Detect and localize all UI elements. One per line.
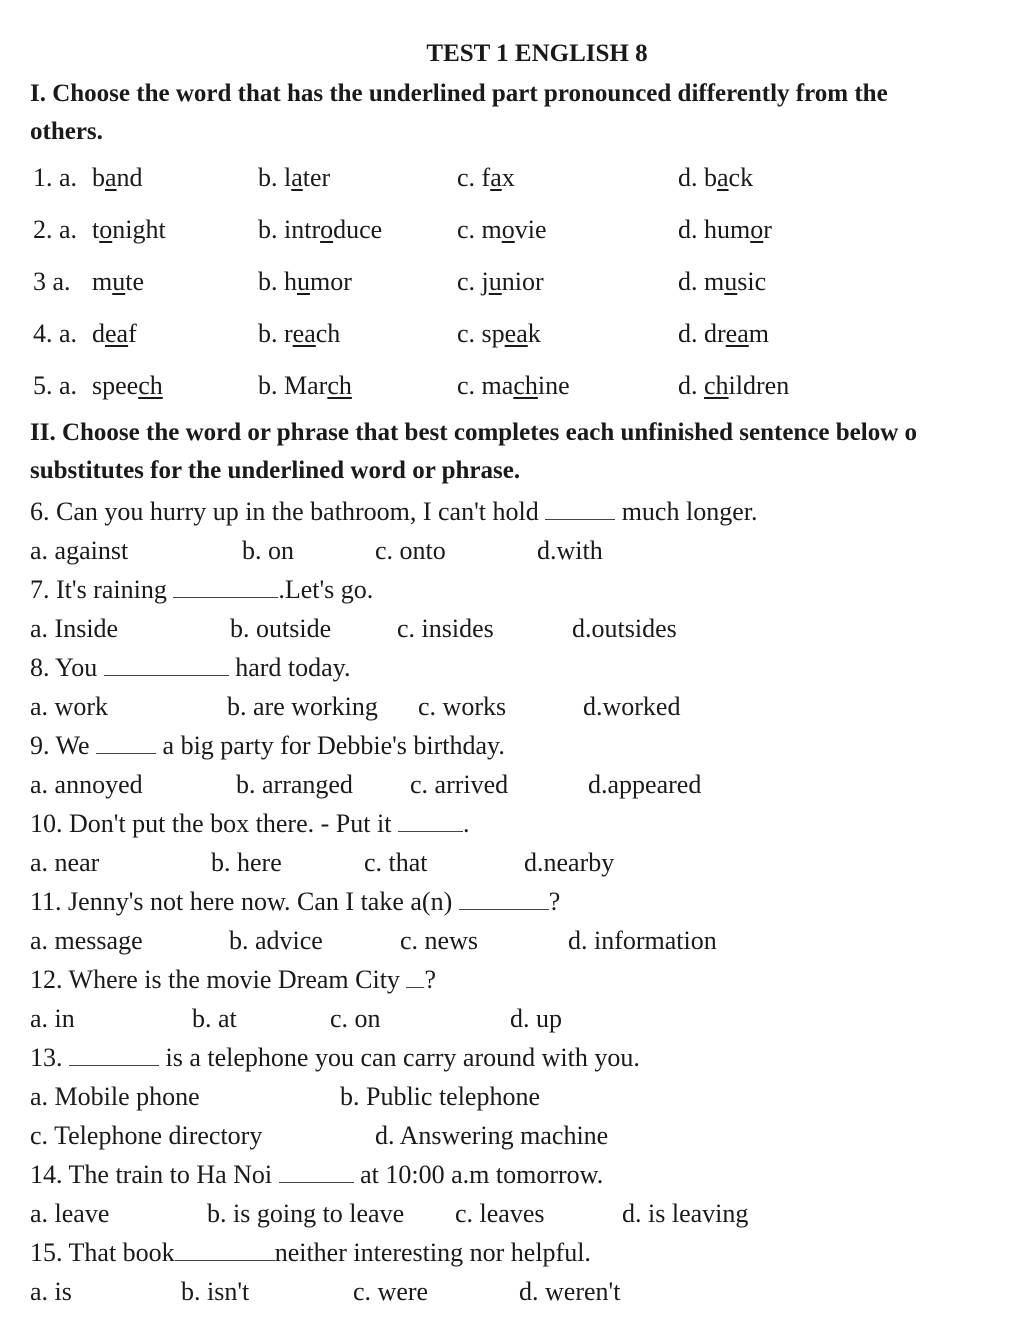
question-number: 4. a. <box>33 319 78 348</box>
word-part: duce <box>333 215 383 244</box>
answer-option: c. insides <box>397 614 494 643</box>
word-part: d. dr <box>678 319 726 348</box>
word-part: d. <box>678 371 704 400</box>
word-part: nd <box>116 163 143 192</box>
answer-option: c. onto <box>375 536 446 565</box>
option-d <box>678 319 769 349</box>
word-part: d. b <box>678 163 717 192</box>
question-stem <box>30 809 469 839</box>
underlined-part: a <box>105 163 117 192</box>
question-text: much longer. <box>615 497 758 526</box>
word-part: f <box>128 319 137 348</box>
question-text: .Let's go. <box>278 575 374 604</box>
answer-option: a. Inside <box>30 614 119 643</box>
answer-option: c. were <box>353 1277 429 1306</box>
answer-blank <box>398 830 463 832</box>
underlined-part: u <box>488 267 502 296</box>
word-part: nior <box>501 267 544 296</box>
word-part: d <box>92 319 105 348</box>
answer-option: d. weren't <box>519 1277 621 1306</box>
answer-option: d.outsides <box>572 614 677 643</box>
answer-blank <box>175 1259 275 1261</box>
question-text: neither interesting nor helpful. <box>274 1238 591 1267</box>
answer-option: c. leaves <box>455 1199 545 1228</box>
question-stem <box>30 1238 591 1268</box>
question-text: . <box>462 809 470 838</box>
answer-option: d.worked <box>583 692 681 721</box>
answer-option: d.nearby <box>524 848 615 877</box>
question-text: ? <box>424 965 436 994</box>
question-text: ? <box>548 887 561 916</box>
word-part: b. intr <box>258 215 321 244</box>
option-c <box>457 267 544 297</box>
answer-option: b. here <box>211 848 282 877</box>
section2-heading-cont: substitutes for the underlined word or phrase. <box>30 457 521 484</box>
answer-option: c. on <box>330 1004 381 1033</box>
word-part: m <box>748 319 769 348</box>
answer-option: c. arrived <box>410 770 509 799</box>
word-part: ch <box>315 319 341 348</box>
answer-option: d. Answering machine <box>375 1121 609 1150</box>
question-text: 13. <box>30 1043 69 1072</box>
question-stem <box>30 1160 603 1190</box>
underlined-part: ch <box>704 371 729 400</box>
answer-option: b. are working <box>227 692 378 721</box>
word-part: b. Mar <box>258 371 328 400</box>
word-part: c. ma <box>457 371 514 400</box>
question-text: 6. Can you hurry up in the bathroom, I can't hold <box>30 497 546 526</box>
question-stem <box>30 887 560 917</box>
word-part: x <box>501 163 515 192</box>
answer-blank <box>104 674 229 676</box>
question-number: 5. a. <box>33 371 78 400</box>
answer-option: a. is <box>30 1277 72 1306</box>
answer-option: a. in <box>30 1004 75 1033</box>
word-part: d. hum <box>678 215 751 244</box>
question-text: 15. That book <box>30 1238 175 1267</box>
question-text: hard today. <box>228 653 351 682</box>
answer-blank <box>459 908 549 910</box>
answer-option: a. work <box>30 692 108 721</box>
underlined-part: ch <box>327 371 352 400</box>
underlined-part: u <box>112 267 126 296</box>
question-number: 3 a. <box>33 267 71 296</box>
answer-option: b. isn't <box>181 1277 250 1306</box>
underlined-part: ch <box>138 371 163 400</box>
answer-option: c. that <box>364 848 428 877</box>
answer-blank <box>69 1064 159 1066</box>
underlined-part: u <box>297 267 310 296</box>
underlined-part: ea <box>504 319 528 348</box>
option-d <box>678 215 772 245</box>
answer-option: b. arranged <box>236 770 353 799</box>
answer-option: d. up <box>510 1004 562 1033</box>
question-text: 11. Jenny's not here now. Can I take a(n) <box>30 887 459 916</box>
answer-option: d.with <box>537 536 603 565</box>
section1-heading: I. Choose the word that has the underlined part pronounced differently from the <box>30 80 888 107</box>
word-part: b. h <box>258 267 297 296</box>
underlined-part: ea <box>105 319 129 348</box>
answer-option: d.appeared <box>588 770 702 799</box>
option-b <box>258 267 352 297</box>
question-text: 8. You <box>30 653 104 682</box>
answer-option: a. Mobile phone <box>30 1082 200 1111</box>
question-stem <box>30 1043 640 1073</box>
question-stem <box>30 965 436 995</box>
page-title: TEST 1 ENGLISH 8 <box>426 40 648 67</box>
question-text: 14. The train to Ha Noi <box>30 1160 279 1189</box>
option-a <box>92 319 137 349</box>
option-c <box>457 163 515 193</box>
question-stem <box>30 497 757 527</box>
answer-option: b. advice <box>229 926 323 955</box>
question-text: is a telephone you can carry around with you. <box>159 1043 640 1072</box>
word-part: night <box>112 215 166 244</box>
word-part: c. m <box>457 215 502 244</box>
answer-option: c. news <box>400 926 478 955</box>
question-stem <box>30 575 373 605</box>
word-part: ck <box>728 163 754 192</box>
option-a <box>92 215 166 245</box>
answer-option: b. is going to leave <box>207 1199 405 1228</box>
answer-option: d. information <box>568 926 717 955</box>
word-part: c. sp <box>457 319 505 348</box>
answer-option: b. outside <box>230 614 332 643</box>
question-number: 2. a. <box>33 215 78 244</box>
answer-option: c. Telephone directory <box>30 1121 263 1150</box>
option-d <box>678 267 766 297</box>
option-c <box>457 319 541 349</box>
answer-blank <box>545 518 615 520</box>
answer-option: c. works <box>418 692 507 721</box>
underlined-part: o <box>501 215 515 244</box>
word-part: k <box>527 319 541 348</box>
word-part: ine <box>537 371 570 400</box>
answer-blank <box>279 1181 354 1183</box>
answer-option: a. annoyed <box>30 770 143 799</box>
question-text: a big party for Debbie's birthday. <box>156 731 505 760</box>
answer-option: a. leave <box>30 1199 110 1228</box>
answer-option: d. is leaving <box>622 1199 749 1228</box>
answer-option: a. message <box>30 926 143 955</box>
underlined-part: ea <box>725 319 749 348</box>
word-part: b <box>92 163 105 192</box>
answer-option: b. Public telephone <box>340 1082 541 1111</box>
word-part: ildren <box>728 371 790 400</box>
underlined-part: o <box>750 215 764 244</box>
answer-option: a. against <box>30 536 129 565</box>
question-text: 7. It's raining <box>30 575 174 604</box>
option-a <box>92 163 143 193</box>
underlined-part: o <box>99 215 113 244</box>
word-part: mor <box>310 267 352 296</box>
underlined-part: a <box>490 163 502 192</box>
word-part: r <box>763 215 772 244</box>
option-b <box>258 215 382 245</box>
answer-option: b. on <box>242 536 294 565</box>
word-part: c. j <box>457 267 489 296</box>
word-part: spee <box>92 371 139 400</box>
word-part: t <box>92 215 100 244</box>
question-text: 12. Where is the movie Dream City <box>30 965 407 994</box>
answer-blank <box>96 752 156 754</box>
option-b <box>258 371 352 401</box>
word-part: b. l <box>258 163 292 192</box>
section2-heading: II. Choose the word or phrase that best completes each unfinished sentence below o <box>30 419 918 446</box>
word-part: te <box>125 267 144 296</box>
answer-option: b. at <box>192 1004 237 1033</box>
question-stem <box>30 653 351 683</box>
question-stem <box>30 731 505 761</box>
word-part: ter <box>302 163 331 192</box>
option-b <box>258 163 330 193</box>
underlined-part: o <box>320 215 334 244</box>
word-part: d. m <box>678 267 725 296</box>
question-text: 9. We <box>30 731 97 760</box>
question-text: at 10:00 a.m tomorrow. <box>353 1160 604 1189</box>
word-part: vie <box>514 215 547 244</box>
option-a <box>92 267 144 297</box>
word-part: b. r <box>258 319 293 348</box>
word-part: c. f <box>457 163 491 192</box>
question-text: 10. Don't put the box there. - Put it <box>30 809 398 838</box>
answer-blank <box>173 596 278 598</box>
answer-blank <box>406 986 424 988</box>
underlined-part: a <box>717 163 729 192</box>
option-d <box>678 371 789 401</box>
underlined-part: ea <box>292 319 316 348</box>
underlined-part: ch <box>513 371 538 400</box>
word-part: m <box>92 267 113 296</box>
underlined-part: a <box>291 163 303 192</box>
option-a <box>92 371 163 401</box>
answer-option: a. near <box>30 848 100 877</box>
section1-heading-cont: others. <box>30 118 103 145</box>
underlined-part: u <box>724 267 738 296</box>
word-part: sic <box>737 267 767 296</box>
option-c <box>457 371 570 401</box>
question-number: 1. a. <box>33 163 78 192</box>
option-b <box>258 319 340 349</box>
option-c <box>457 215 547 245</box>
option-d <box>678 163 753 193</box>
